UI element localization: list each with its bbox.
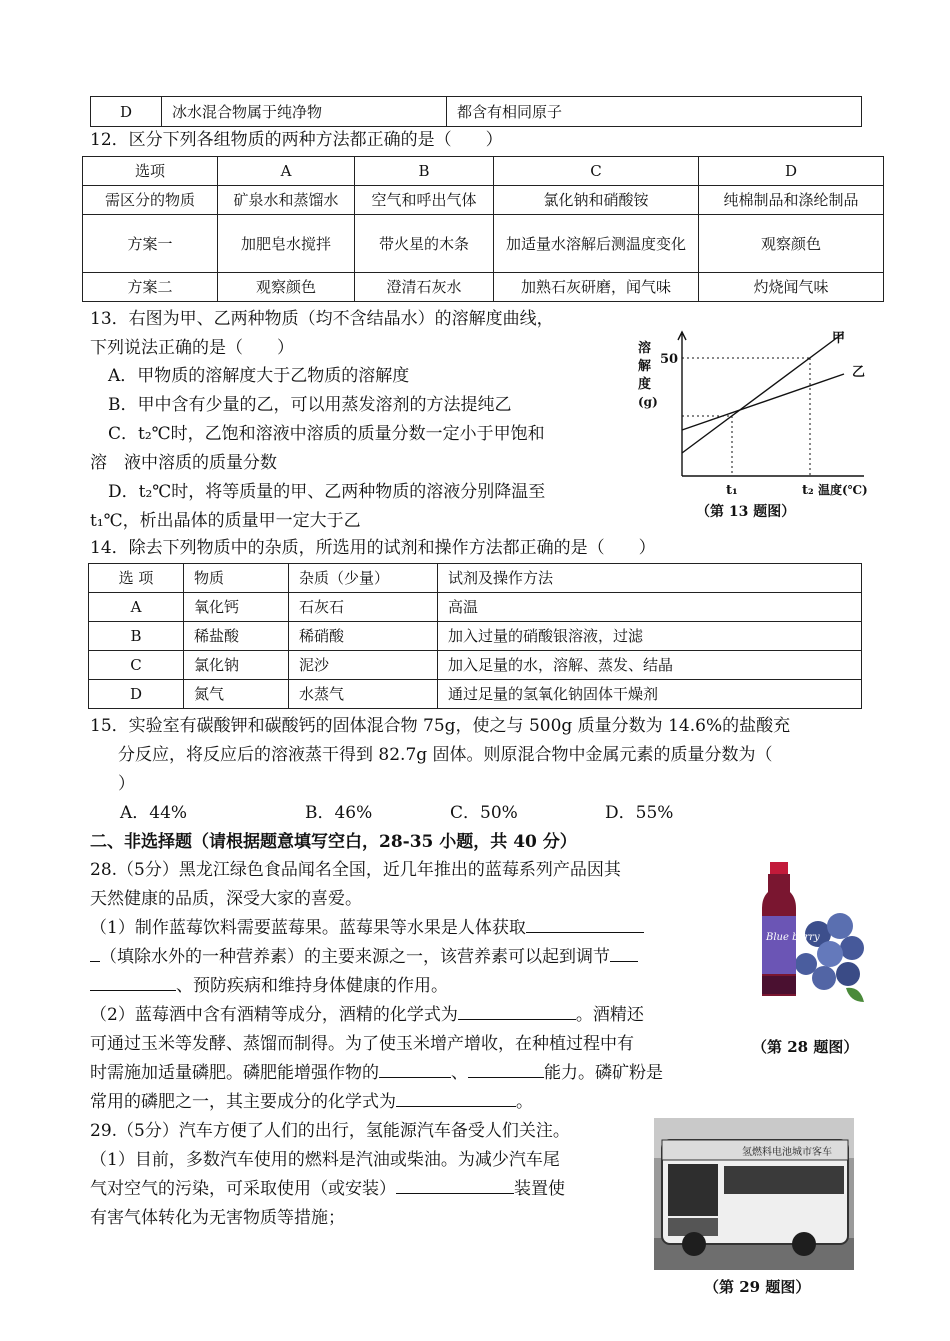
cell: C bbox=[89, 651, 184, 680]
header-cell: A bbox=[218, 157, 355, 186]
q13-option-d-cont: t₁℃，析出晶体的质量甲一定大于乙 bbox=[90, 511, 361, 531]
q28-line bbox=[90, 1059, 663, 1087]
y-tick-50: 50 bbox=[660, 352, 679, 367]
answer-blank[interactable] bbox=[90, 943, 100, 962]
cell: 氮气 bbox=[184, 680, 289, 709]
series-yi-label: 乙 bbox=[852, 365, 866, 380]
q28-line bbox=[90, 972, 448, 1000]
cell: 加适量水溶解后测温度变化 bbox=[494, 215, 699, 273]
q28-line: 28.（5分）黑龙江绿色食品闻名全国，近几年推出的蓝莓系列产品因其 bbox=[90, 860, 621, 880]
header-cell: 物质 bbox=[184, 564, 289, 593]
q15-option-d: D．55% bbox=[605, 803, 674, 823]
header-cell: B bbox=[355, 157, 494, 186]
cell: 矿泉水和蒸馏水 bbox=[218, 186, 355, 215]
q29-line bbox=[90, 1175, 565, 1203]
answer-blank[interactable] bbox=[526, 914, 644, 933]
q13-option-c: C．t₂℃时，乙饱和溶液中溶质的质量分数一定小于甲饱和 bbox=[108, 424, 545, 444]
q13-line: 下列说法正确的是（ ） bbox=[90, 338, 294, 358]
cell: 稀盐酸 bbox=[184, 622, 289, 651]
svg-text:解: 解 bbox=[638, 359, 652, 374]
cell: 纯棉制品和涤纶制品 bbox=[699, 186, 884, 215]
cell: 都含有相同原子 bbox=[447, 97, 862, 127]
q15-option-c: C．50% bbox=[450, 803, 518, 823]
series-yi-line bbox=[682, 374, 844, 430]
cell: 水蒸气 bbox=[289, 680, 438, 709]
q13-option-a: A．甲物质的溶解度大于乙物质的溶解度 bbox=[108, 366, 410, 386]
q14-stem: 14．除去下列物质中的杂质，所选用的试剂和操作方法都正确的是（ ） bbox=[90, 538, 656, 558]
q29-line: （1）目前，多数汽车使用的燃料是汽油或柴油。为减少汽车尾 bbox=[90, 1150, 560, 1170]
q29-line: 29.（5分）汽车方便了人们的出行，氢能源汽车备受人们关注。 bbox=[90, 1121, 570, 1141]
cell: 灼烧闻气味 bbox=[699, 273, 884, 302]
header-cell: D bbox=[699, 157, 884, 186]
y-label: 溶 bbox=[638, 341, 652, 356]
header-cell: 试剂及操作方法 bbox=[438, 564, 862, 593]
cell: 加入过量的硝酸银溶液，过滤 bbox=[438, 622, 862, 651]
q28-text: 。 bbox=[516, 1092, 533, 1112]
q13-option-d: D．t₂℃时，将等质量的甲、乙两种物质的溶液分别降温至 bbox=[108, 482, 546, 502]
q13-line: 13．右图为甲、乙两种物质（均不含结晶水）的溶解度曲线， bbox=[90, 309, 554, 329]
answer-blank[interactable] bbox=[90, 972, 176, 991]
cell: 冰水混合物属于纯净物 bbox=[162, 97, 447, 127]
cell: 加熟石灰研磨，闻气味 bbox=[494, 273, 699, 302]
q28-line bbox=[90, 914, 644, 942]
x-tick-t2: t₂ bbox=[802, 483, 814, 498]
q29-line: 有害气体转化为无害物质等措施； bbox=[90, 1208, 345, 1228]
q15-option-a: A．44% bbox=[120, 803, 188, 823]
answer-blank[interactable] bbox=[396, 1088, 516, 1107]
q28-text: 能力。磷矿粉是 bbox=[544, 1063, 663, 1083]
q28-caption: （第 28 题图） bbox=[752, 1038, 859, 1056]
solubility-chart bbox=[634, 326, 884, 526]
q28-line: 可通过玉米等发酵、蒸馏而制得。为了使玉米增产增收，在种植过程中有 bbox=[90, 1034, 634, 1054]
cell: A bbox=[89, 593, 184, 622]
series-jia-label: 甲 bbox=[832, 331, 846, 346]
svg-text:(g): (g) bbox=[638, 395, 658, 409]
q28-line bbox=[90, 943, 638, 971]
blueberry-bottle-image bbox=[748, 856, 868, 1016]
q13-option-c-cont: 溶 液中溶质的质量分数 bbox=[90, 453, 277, 473]
cell: D bbox=[91, 97, 162, 127]
answer-blank[interactable] bbox=[610, 943, 638, 962]
q29-text: 装置使 bbox=[514, 1179, 565, 1199]
bottle-label: Blue berry bbox=[766, 932, 820, 943]
q28-text: 、预防疾病和维持身体健康的作用。 bbox=[176, 976, 448, 996]
q28-text: （填除水外的一种营养素）的主要来源之一，该营养素可以起到调节 bbox=[100, 947, 610, 967]
x-tick-t1: t₁ bbox=[726, 483, 738, 498]
header-cell: C bbox=[494, 157, 699, 186]
cell: 带火星的木条 bbox=[355, 215, 494, 273]
cell: D bbox=[89, 680, 184, 709]
q15-option-b: B．46% bbox=[305, 803, 373, 823]
cell: 需区分的物质 bbox=[83, 186, 218, 215]
q28-line bbox=[90, 1001, 644, 1029]
cell: 方案一 bbox=[83, 215, 218, 273]
q12-table bbox=[82, 156, 884, 302]
cell: B bbox=[89, 622, 184, 651]
cell: 观察颜色 bbox=[699, 215, 884, 273]
cell: 氯化钠 bbox=[184, 651, 289, 680]
cell: 高温 bbox=[438, 593, 862, 622]
hydrogen-bus-image bbox=[654, 1118, 854, 1270]
cell: 方案二 bbox=[83, 273, 218, 302]
answer-blank[interactable] bbox=[468, 1059, 544, 1078]
x-label: 温度(℃) bbox=[818, 483, 868, 497]
cell: 观察颜色 bbox=[218, 273, 355, 302]
q13-option-b: B．甲中含有少量的乙，可以用蒸发溶剂的方法提纯乙 bbox=[108, 395, 512, 415]
cell: 澄清石灰水 bbox=[355, 273, 494, 302]
q28-line: 天然健康的品质，深受大家的喜爱。 bbox=[90, 889, 362, 909]
header-cell: 选 项 bbox=[89, 564, 184, 593]
cell: 通过足量的氢氧化钠固体干燥剂 bbox=[438, 680, 862, 709]
q15-line: 分反应，将反应后的溶液蒸干得到 82.7g 固体。则原混合物中金属元素的质量分数为（ bbox=[118, 745, 773, 765]
q15-line: 15．实验室有碳酸钾和碳酸钙的固体混合物 75g，使之与 500g 质量分数为 14.6%的盐酸充 bbox=[90, 716, 791, 736]
cell: 加入足量的水，溶解、蒸发、结晶 bbox=[438, 651, 862, 680]
q29-caption: （第 29 题图） bbox=[704, 1278, 811, 1296]
answer-blank[interactable] bbox=[458, 1001, 576, 1020]
series-jia-line bbox=[682, 334, 842, 453]
q28-text: 常用的磷肥之一，其主要成分的化学式为 bbox=[90, 1092, 396, 1112]
svg-text:度: 度 bbox=[638, 377, 652, 392]
q28-text: 、 bbox=[451, 1063, 468, 1083]
top-table bbox=[90, 96, 862, 127]
chart-title: （第 13 题图） bbox=[696, 504, 796, 520]
cell: 稀硝酸 bbox=[289, 622, 438, 651]
answer-blank[interactable] bbox=[396, 1175, 514, 1194]
cell: 加肥皂水搅拌 bbox=[218, 215, 355, 273]
q14-table bbox=[88, 563, 862, 709]
header-cell: 杂质（少量） bbox=[289, 564, 438, 593]
section-2-heading: 二、非选择题（请根据题意填写空白，28-35 小题，共 40 分） bbox=[90, 832, 577, 852]
q28-text: 。酒精还 bbox=[575, 1005, 644, 1025]
answer-blank[interactable] bbox=[379, 1059, 451, 1078]
q15-line: ） bbox=[118, 774, 135, 794]
q29-text: 气对空气的污染，可采取使用（或安装） bbox=[90, 1179, 396, 1199]
cell: 氯化钠和硝酸铵 bbox=[494, 186, 699, 215]
q28-text: 时需施加适量磷肥。磷肥能增强作物的 bbox=[90, 1063, 379, 1083]
bus-banner: 氢燃料电池城市客车 bbox=[742, 1147, 832, 1158]
q28-line bbox=[90, 1088, 533, 1116]
cell: 石灰石 bbox=[289, 593, 438, 622]
header-cell: 选项 bbox=[83, 157, 218, 186]
q12-stem: 12．区分下列各组物质的两种方法都正确的是（ ） bbox=[90, 130, 503, 150]
q28-text: （1）制作蓝莓饮料需要蓝莓果。蓝莓果等水果是人体获取 bbox=[90, 918, 526, 938]
cell: 空气和呼出气体 bbox=[355, 186, 494, 215]
cell: 氧化钙 bbox=[184, 593, 289, 622]
cell: 泥沙 bbox=[289, 651, 438, 680]
q28-text: （2）蓝莓酒中含有酒精等成分，酒精的化学式为 bbox=[90, 1005, 458, 1025]
